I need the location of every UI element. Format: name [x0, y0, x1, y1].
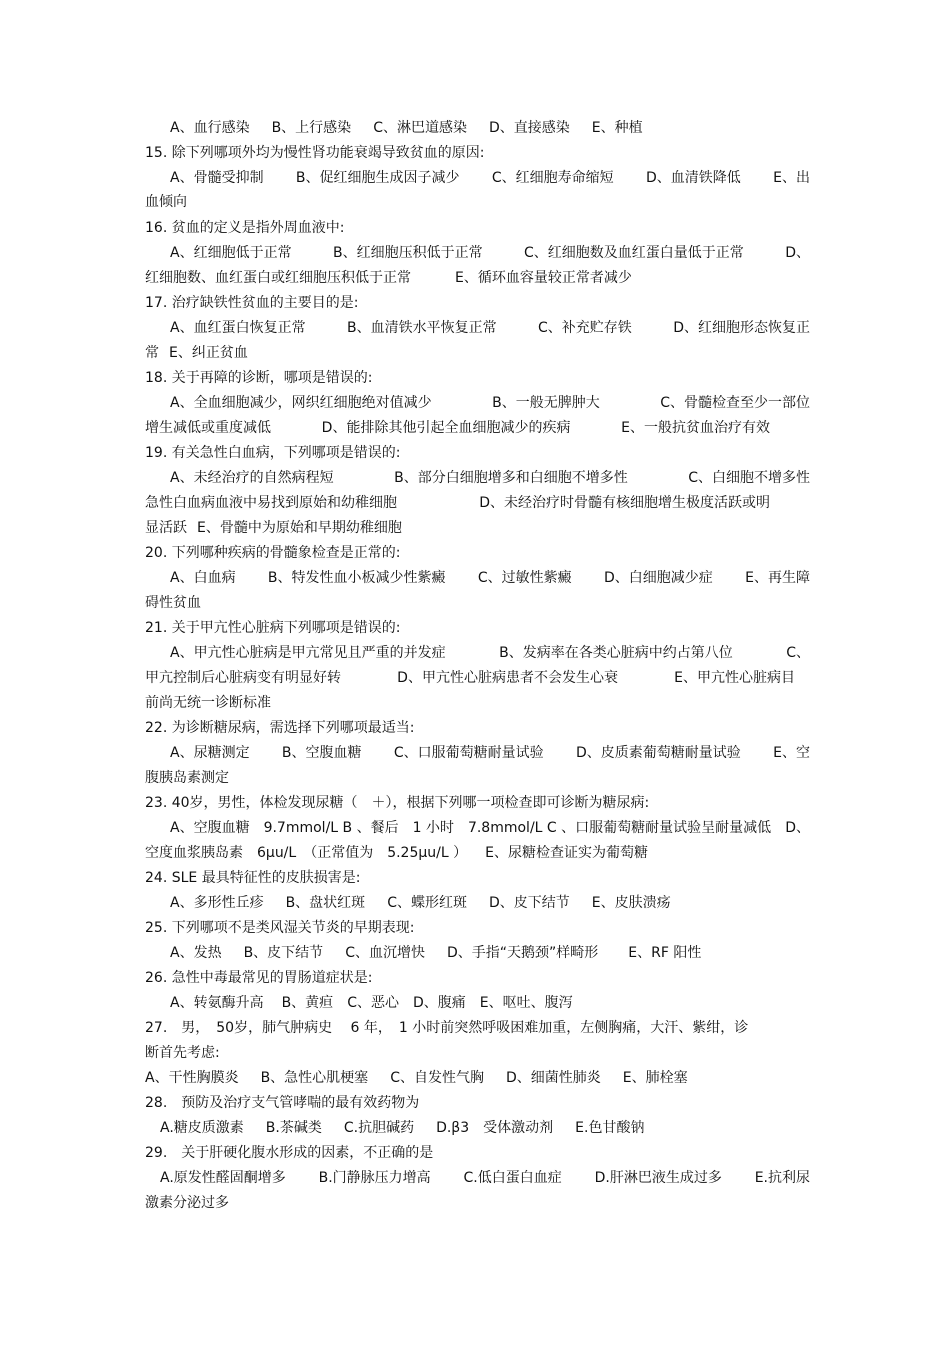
- option: A、全血细胞减少，网织红细胞绝对值减少: [170, 395, 432, 411]
- q16-options: [170, 243, 810, 263]
- option: 急性白血病血液中易找到原始和幼稚细胞: [145, 495, 397, 511]
- option: C、自发性气胸: [390, 1070, 484, 1086]
- question-stem: 22. 为诊断糖尿病，需选择下列哪项最适当:: [145, 720, 415, 736]
- option-continuation: 前尚无统一诊断标准: [145, 695, 271, 711]
- option: D、未经治疗时骨髓有核细胞增生极度活跃或明: [479, 495, 770, 511]
- option: C、骨髓检查至少一部位: [660, 395, 810, 411]
- option: A、血红蛋白恢复正常: [170, 320, 306, 336]
- option: A、白血病: [170, 570, 236, 586]
- option: C、红细胞寿命缩短: [491, 170, 614, 186]
- option: C、补充贮存铁: [538, 320, 632, 336]
- question-stem-cont: 断首先考虑:: [145, 1045, 220, 1061]
- option: A、发热: [170, 945, 222, 961]
- option: E、空: [773, 745, 810, 761]
- option: B、部分白细胞增多和白细胞不增多性: [394, 470, 628, 486]
- option: E、呕吐、腹泻: [479, 995, 573, 1011]
- q14-options: [170, 118, 810, 138]
- q23-options: [170, 818, 810, 838]
- option: B、急性心肌梗塞: [260, 1070, 369, 1086]
- option: E、骨髓中为原始和早期幼稚细胞: [197, 520, 402, 536]
- question-stem: 25. 下列哪项不是类风湿关节炎的早期表现:: [145, 920, 415, 936]
- option: C、口服葡萄糖耐量试验: [393, 745, 544, 761]
- option-continuation: 激素分泌过多: [145, 1195, 229, 1211]
- option: A、甲亢性心脏病是甲亢常见且严重的并发症: [170, 645, 446, 661]
- question-stem: 21. 关于甲亢性心脏病下列哪项是错误的:: [145, 620, 401, 636]
- option: C、: [786, 645, 810, 661]
- question-stem: 24. SLE 最具特征性的皮肤损害是:: [145, 870, 361, 886]
- option: D、红细胞形态恢复正: [673, 320, 810, 336]
- option: 常: [145, 345, 159, 361]
- option-continuation: 碍性贫血: [145, 595, 201, 611]
- option: E、RF 阳性: [628, 945, 702, 961]
- option: D.β3 受体激动剂: [436, 1120, 554, 1136]
- option: C、白细胞不增多性: [688, 470, 810, 486]
- q19-options-cont: [145, 493, 770, 513]
- option: C、血沉增快: [345, 945, 425, 961]
- question-stem: 23. 40岁，男性，体检发现尿糖（ ＋），根据下列哪一项检查即可诊断为糖尿病:: [145, 795, 650, 811]
- q24-options: [170, 893, 810, 913]
- question-stem: 16. 贫血的定义是指外周血液中:: [145, 220, 345, 236]
- option: D、甲亢性心脏病患者不会发生心衰: [397, 670, 618, 686]
- option: A、干性胸膜炎: [145, 1070, 239, 1086]
- q27-options: [145, 1068, 810, 1088]
- option: D、: [785, 820, 810, 836]
- q22-options: [170, 743, 810, 763]
- option: B、皮下结节: [243, 945, 324, 961]
- option: 甲亢控制后心脏病变有明显好转: [145, 670, 341, 686]
- option: A、尿糖测定: [170, 745, 250, 761]
- option: C.低白蛋白血症: [463, 1170, 562, 1186]
- option: B、发病率在各类心脏病中约占第八位: [499, 645, 733, 661]
- option: A、红细胞低于正常: [170, 245, 292, 261]
- q19-options-cont2: [145, 518, 810, 538]
- question-stem: 29. 关于肝硬化腹水形成的因素，不正确的是: [145, 1145, 434, 1161]
- q20-options: [170, 568, 810, 588]
- q19-options: [170, 468, 810, 488]
- option: B、血清铁水平恢复正常: [346, 320, 497, 336]
- option: B、空腹血糖: [281, 745, 362, 761]
- option: E、纠正贫血: [169, 345, 248, 361]
- q29-options: [160, 1168, 810, 1188]
- question-stem: 17. 治疗缺铁性贫血的主要目的是:: [145, 295, 359, 311]
- option: B、盘状红斑: [285, 895, 366, 911]
- option: D、皮下结节: [488, 895, 570, 911]
- option: 红细胞数、血红蛋白或红细胞压积低于正常: [145, 270, 411, 286]
- option: C、淋巴道感染: [373, 120, 467, 136]
- option: D、皮质素葡萄糖耐量试验: [576, 745, 741, 761]
- q23-options-cont: [145, 843, 810, 863]
- option: D、手指“天鹅颈”样畸形: [446, 945, 599, 961]
- option: B、黄疸: [281, 995, 334, 1011]
- option: A、空腹血糖 9.7mmol/L B 、餐后 1 小时 7.8mmol/L C 、口服葡萄糖耐量试验呈耐量减低: [170, 820, 772, 836]
- q21-options: [170, 643, 810, 663]
- option: E、尿糖检查证实为葡萄糖: [485, 845, 648, 861]
- option: E.色甘酸钠: [575, 1120, 645, 1136]
- option: C、恶心: [347, 995, 399, 1011]
- option: C.抗胆碱药: [343, 1120, 415, 1136]
- option: D、细菌性肺炎: [505, 1070, 601, 1086]
- option: 增生减低或重度减低: [145, 420, 271, 436]
- option: C、过敏性紫癜: [477, 570, 572, 586]
- option: B、特发性血小板减少性紫癜: [267, 570, 446, 586]
- option: C、红细胞数及血红蛋白量低于正常: [524, 245, 744, 261]
- question-stem: 18. 关于再障的诊断，哪项是错误的:: [145, 370, 373, 386]
- question-stem: 28. 预防及治疗支气管哮喘的最有效药物为: [145, 1095, 420, 1111]
- option: D.肝淋巴液生成过多: [594, 1170, 722, 1186]
- option: A、多形性丘疹: [170, 895, 264, 911]
- option: 显活跃: [145, 520, 187, 536]
- option: C、蝶形红斑: [387, 895, 467, 911]
- option: B.门静脉压力增高: [318, 1170, 431, 1186]
- option: E、甲亢性心脏病目: [674, 670, 795, 686]
- option-continuation: 血倾向: [145, 194, 187, 210]
- q17-options: [170, 318, 810, 338]
- q16-options-cont: [145, 268, 810, 288]
- q15-options: [170, 168, 810, 188]
- option: E、皮肤溃疡: [591, 895, 671, 911]
- question-stem: 20. 下列哪种疾病的骨髓象检查是正常的:: [145, 545, 401, 561]
- option: E、一般抗贫血治疗有效: [621, 420, 770, 436]
- option: E、肺栓塞: [622, 1070, 688, 1086]
- option: B.茶碱类: [265, 1120, 322, 1136]
- question-stem: 19. 有关急性白血病，下列哪项是错误的:: [145, 445, 401, 461]
- option: A.原发性醛固酮增多: [160, 1170, 286, 1186]
- option: E、出: [773, 170, 810, 186]
- option: A、血行感染: [170, 120, 250, 136]
- option: E.抗利尿: [754, 1170, 810, 1186]
- option: B、促红细胞生成因子减少: [295, 170, 460, 186]
- q18-options: [170, 393, 810, 413]
- q17-options-cont: [145, 343, 810, 363]
- question-stem: 15. 除下列哪项外均为慢性肾功能衰竭导致贫血的原因:: [145, 145, 485, 161]
- option: D、腹痛: [412, 995, 466, 1011]
- option: B、红细胞压积低于正常: [332, 245, 483, 261]
- option: 空度血浆胰岛素 6μu/L （正常值为 5.25μu/L ）: [145, 845, 468, 861]
- q18-options-cont: [145, 418, 770, 438]
- option: A、转氨酶升高: [170, 995, 264, 1011]
- option: B、上行感染: [271, 120, 352, 136]
- option: A、骨髓受抑制: [170, 170, 264, 186]
- option: D、能排除其他引起全血细胞减少的疾病: [321, 420, 571, 436]
- option: D、血清铁降低: [646, 170, 741, 186]
- option: D、直接感染: [488, 120, 570, 136]
- option: A.糖皮质激素: [160, 1120, 244, 1136]
- q25-options: [170, 943, 810, 963]
- option: E、循环血容量较正常者减少: [455, 270, 632, 286]
- question-stem: 27. 男， 50岁，肺气肿病史 6 年， 1 小时前突然呼吸困难加重，左侧胸痛，大汗、紫绀，诊: [145, 1020, 749, 1036]
- option: B、一般无脾肿大: [492, 395, 600, 411]
- q28-options: [160, 1118, 810, 1138]
- q21-options-cont: [145, 668, 795, 688]
- option: A、未经治疗的自然病程短: [170, 470, 334, 486]
- q26-options: [170, 993, 810, 1013]
- option: D、白细胞减少症: [604, 570, 713, 586]
- option: E、种植: [591, 120, 643, 136]
- option-continuation: 腹胰岛素测定: [145, 770, 229, 786]
- option: E、再生障: [745, 570, 810, 586]
- question-stem: 26. 急性中毒最常见的胃肠道症状是:: [145, 970, 373, 986]
- option: D、: [785, 245, 810, 261]
